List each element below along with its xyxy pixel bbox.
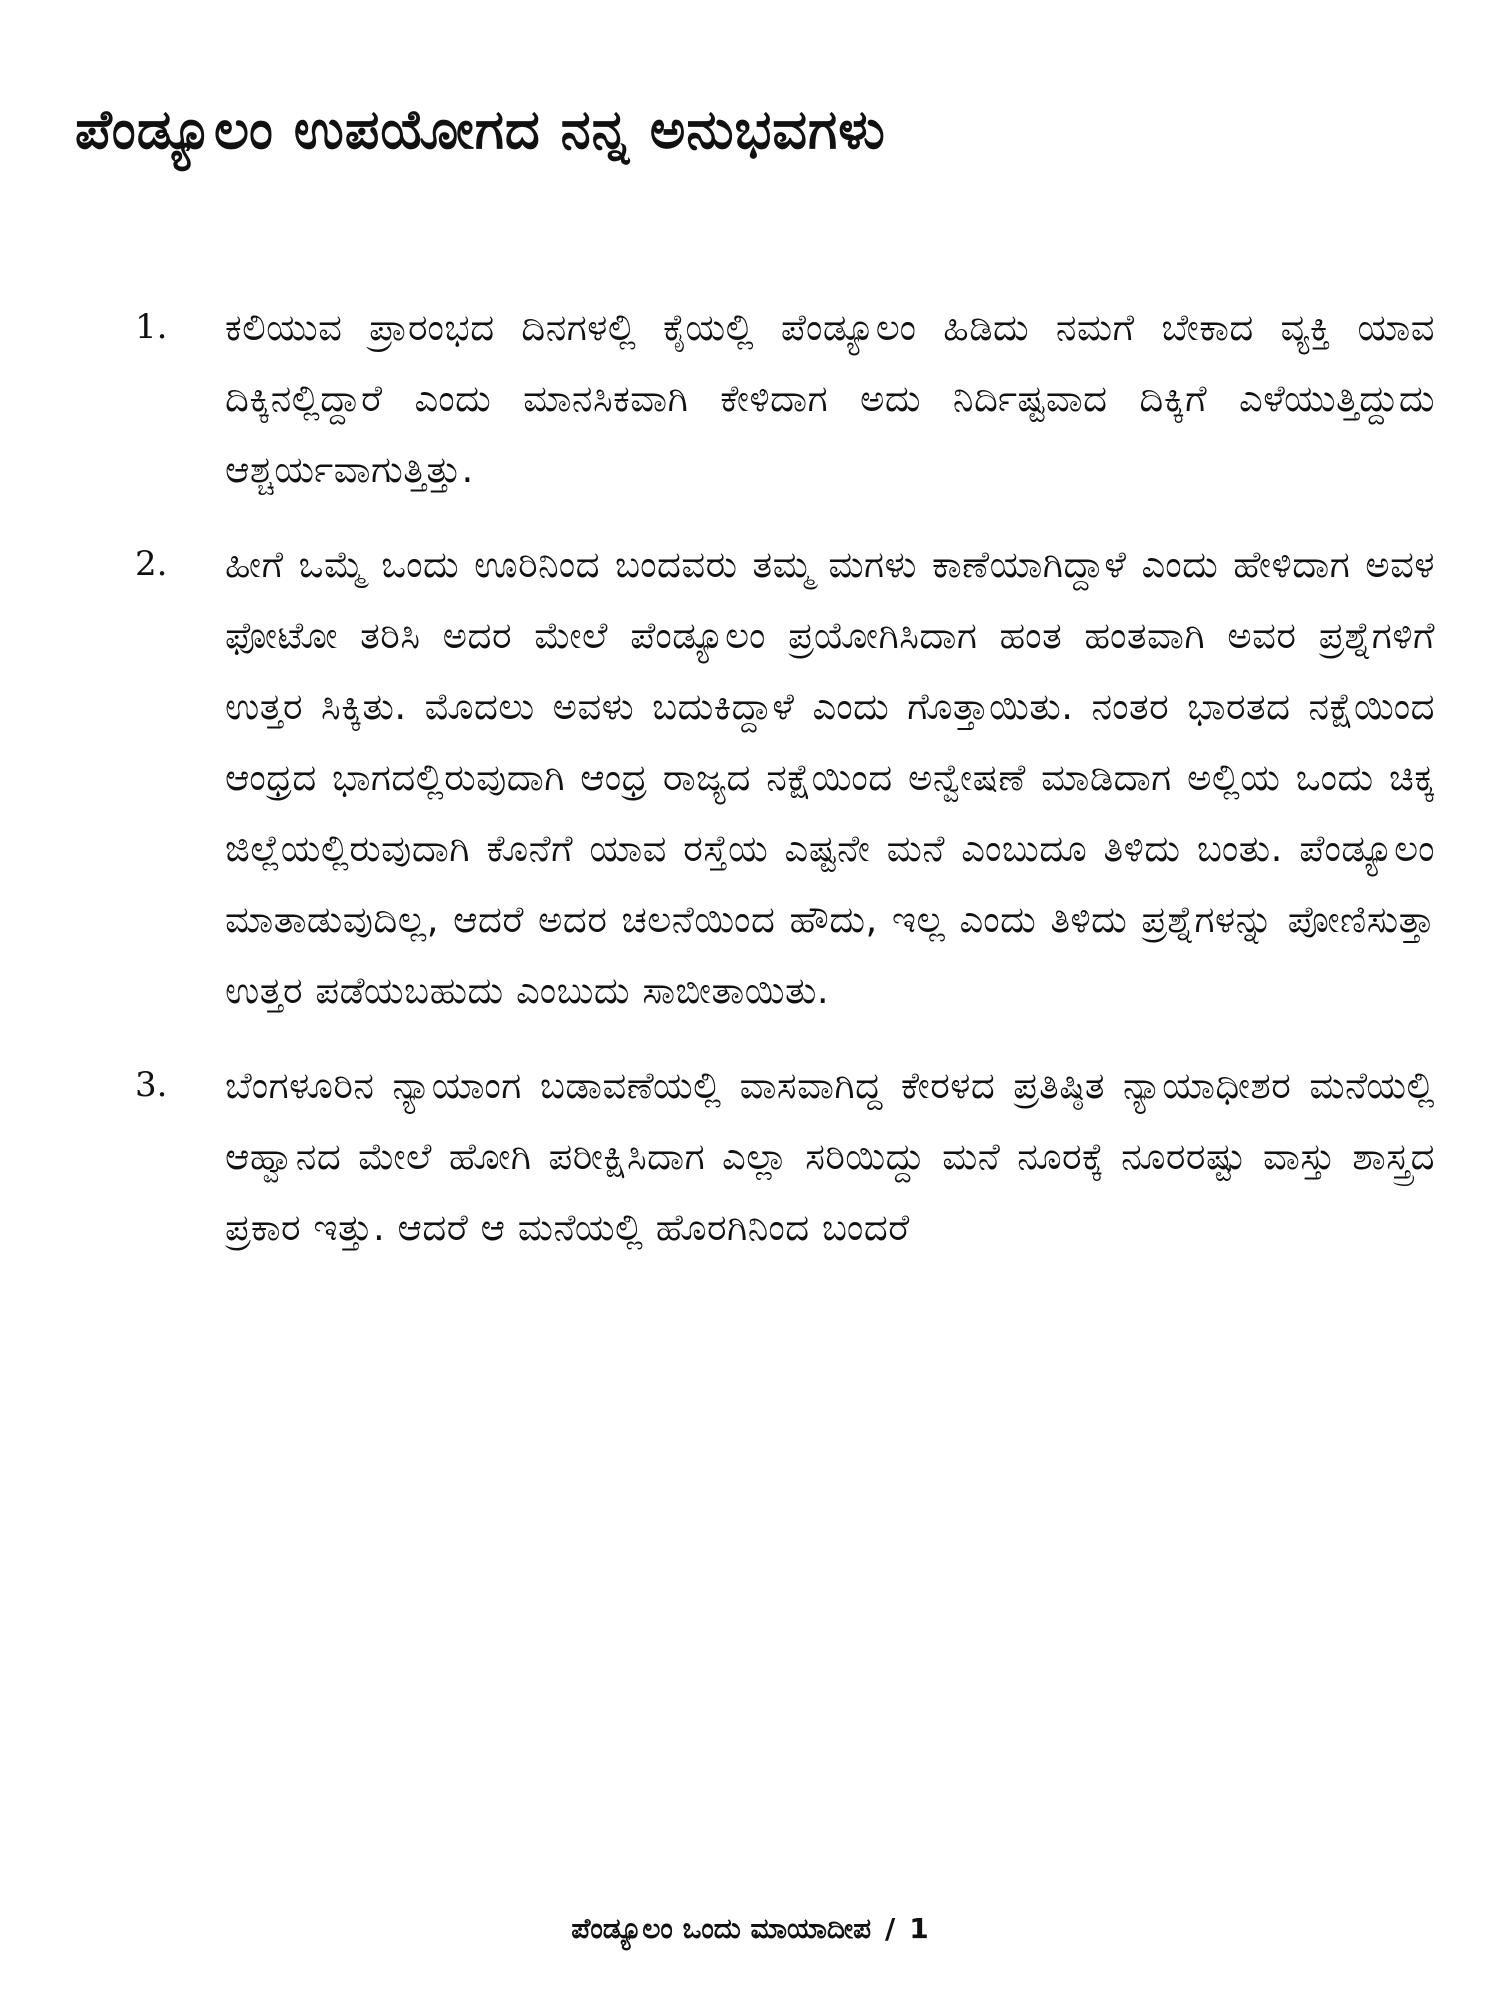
numbered-list xyxy=(135,292,1435,1263)
item-text: ಬೆಂಗಳೂರಿನ ನ್ಯಾಯಾಂಗ ಬಡಾವಣೆಯಲ್ಲಿ ವಾಸವಾಗಿದ್ದ ಕೇರಳದ ಪ್ರತಿಷ್ಠಿತ ನ್ಯಾಯಾಧೀಶರ ಮನೆಯಲ್ಲಿ ಆಹ್ವಾನದ ಮೇಲೆ ಹೋಗಿ ಪರೀಕ್ಷಿಸಿದಾಗ ಎಲ್ಲಾ ಸರಿಯಿದ್ದು ಮನೆ ನೂರಕ್ಕೆ ನೂರರಷ್ಟು ವಾಸ್ತು ಶಾಸ್ತ್ರದ ಪ್ರಕಾರ ಇತ್ತು. ಆದರೆ ಆ ಮನೆಯಲ್ಲಿ ಹೊರಗಿನಿಂದ ಬಂದರೆ xyxy=(225,1064,1435,1249)
list-item xyxy=(135,292,1435,505)
page-footer xyxy=(0,1909,1500,1949)
footer-separator: / xyxy=(885,1912,896,1945)
list-item xyxy=(135,529,1435,1026)
item-number: 3. xyxy=(135,1065,168,1105)
footer-book-title: ಪೆಂಡ್ಯೂಲಂ ಒಂದು ಮಾಯಾದೀಪ xyxy=(571,1912,872,1945)
item-number: 2. xyxy=(135,544,168,584)
item-number: 1. xyxy=(135,307,168,347)
item-text: ಕಲಿಯುವ ಪ್ರಾರಂಭದ ದಿನಗಳಲ್ಲಿ ಕೈಯಲ್ಲಿ ಪೆಂಡ್ಯೂಲಂ ಹಿಡಿದು ನಮಗೆ ಬೇಕಾದ ವ್ಯಕ್ತಿ ಯಾವ ದಿಕ್ಕಿನಲ್ಲಿದ್ದಾರೆ ಎಂದು ಮಾನಸಿಕವಾಗಿ ಕೇಳಿದಾಗ ಅದು ನಿರ್ದಿಷ್ಟವಾದ ದಿಕ್ಕಿಗೆ ಎಳೆಯುತ್ತಿದ್ದುದು ಆಶ್ಚರ್ಯವಾಗುತ್ತಿತ್ತು. xyxy=(225,306,1435,491)
item-text: ಹೀಗೆ ಒಮ್ಮೆ ಒಂದು ಊರಿನಿಂದ ಬಂದವರು ತಮ್ಮ ಮಗಳು ಕಾಣೆಯಾಗಿದ್ದಾಳೆ ಎಂದು ಹೇಳಿದಾಗ ಅವಳ ಫೋಟೋ ತರಿಸಿ ಅದರ ಮೇಲೆ ಪೆಂಡ್ಯೂಲಂ ಪ್ರಯೋಗಿಸಿದಾಗ ಹಂತ ಹಂತವಾಗಿ ಅವರ ಪ್ರಶ್ನೆಗಳಿಗೆ ಉತ್ತರ ಸಿಕ್ಕಿತು. ಮೊದಲು ಅವಳು ಬದುಕಿದ್ದಾಳೆ ಎಂದು ಗೊತ್ತಾಯಿತು. ನಂತರ ಭಾರತದ ನಕ್ಷೆಯಿಂದ ಆಂಧ್ರದ ಭಾಗದಲ್ಲಿರುವುದಾಗಿ ಆಂಧ್ರ ರಾಜ್ಯದ ನಕ್ಷೆಯಿಂದ ಅನ್ವೇಷಣೆ ಮಾಡಿದಾಗ ಅಲ್ಲಿಯ ಒಂದು ಚಿಕ್ಕ ಜಿಲ್ಲೆಯಲ್ಲಿರುವುದಾಗಿ ಕೊನೆಗೆ ಯಾವ ರಸ್ತೆಯ ಎಷ್ಟನೇ ಮನೆ ಎಂಬುದೂ ತಿಳಿದು ಬಂತು. ಪೆಂಡ್ಯೂಲಂ ಮಾತಾಡುವುದಿಲ್ಲ, ಆದರೆ ಅದರ ಚಲನೆಯಿಂದ ಹೌದು, ಇಲ್ಲ ಎಂದು ತಿಳಿದು ಪ್ರಶ್ನೆಗಳನ್ನು ಪೋಣಿಸುತ್ತಾ ಉತ್ತರ ಪಡೆಯಬಹುದು ಎಂಬುದು ಸಾಬೀತಾಯಿತು. xyxy=(225,543,1435,1012)
page-number: 1 xyxy=(909,1912,929,1945)
chapter-title: ಪೆಂಡ್ಯೂಲಂ ಉಪಯೋಗದ ನನ್ನ ಅನುಭವಗಳು xyxy=(75,98,886,161)
list-item xyxy=(135,1050,1435,1263)
